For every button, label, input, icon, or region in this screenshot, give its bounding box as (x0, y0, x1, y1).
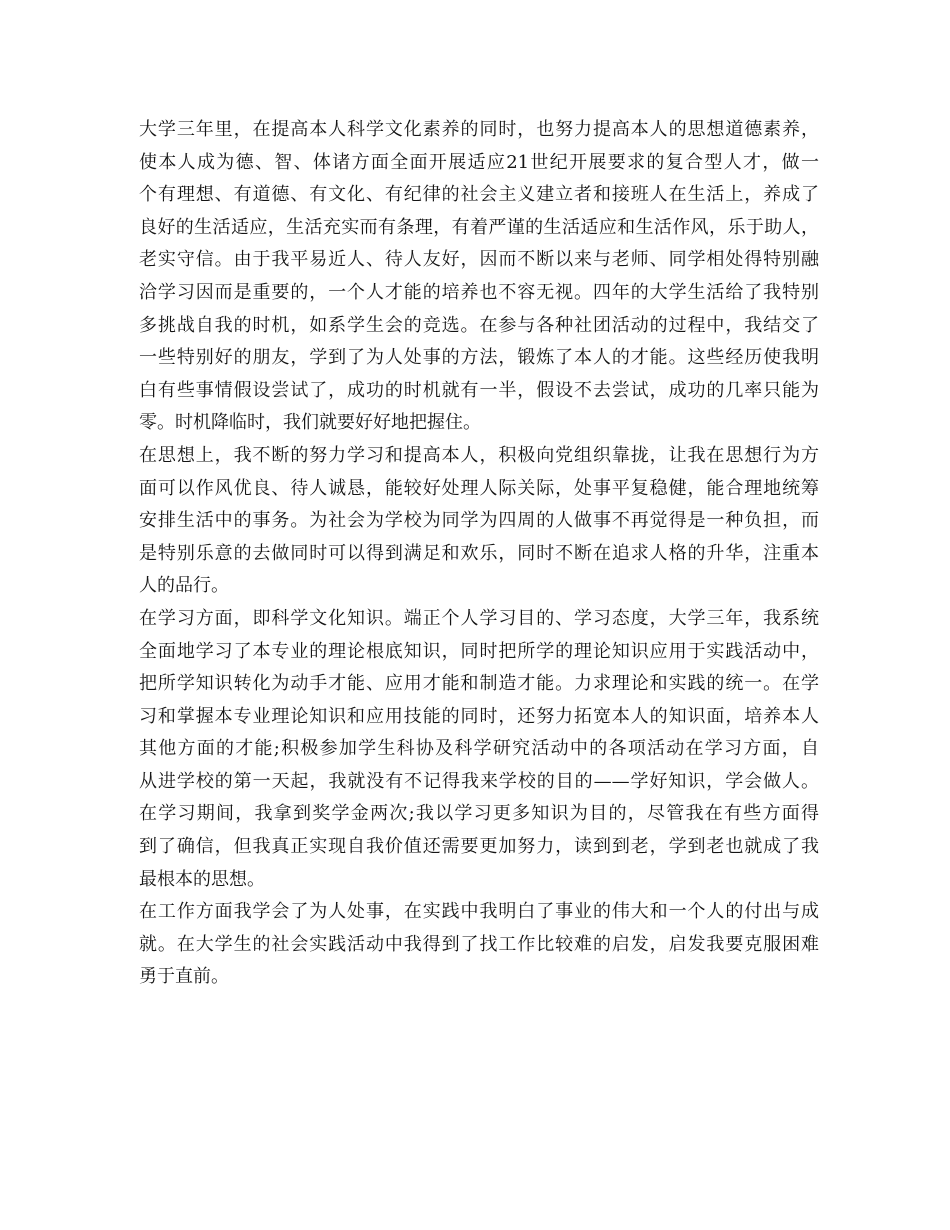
text-line: 勇于直前。 (139, 966, 229, 988)
text-line: 使本人成为德、智、体诸方面全面开展适应21世纪开展要求的复合型人才，做一 (139, 151, 819, 173)
text-line: 把所学知识转化为动手才能、应用才能和制造才能。力求理论和实践的统一。在学 (139, 673, 819, 695)
text-line: 零。时机降临时，我们就要好好地把握住。 (139, 412, 481, 434)
text-line: 良好的生活适应，生活充实而有条理，有着严谨的生活适应和生活作风，乐于助人， (139, 216, 819, 238)
text-line: 在学习期间，我拿到奖学金两次;我以学习更多知识为目的，尽管我在有些方面得 (139, 803, 819, 825)
text-line: 洽学习因而是重要的，一个人才能的培养也不容无视。四年的大学生活给了我特别 (139, 281, 819, 303)
document-body (139, 114, 819, 994)
text-line: 其他方面的才能;积极参加学生科协及科学研究活动中的各项活动在学习方面，自 (139, 738, 819, 760)
text-line: 多挑战自我的时机，如系学生会的竞选。在参与各种社团活动的过程中，我结交了 (139, 314, 819, 336)
text-line: 在工作方面我学会了为人处事，在实践中我明白了事业的伟大和一个人的付出与成 (139, 901, 819, 923)
text-line: 习和掌握本专业理论知识和应用技能的同时，还努力拓宽本人的知识面，培养本人 (139, 705, 819, 727)
text-line: 老实守信。由于我平易近人、待人友好，因而不断以来与老师、同学相处得特别融 (139, 249, 819, 271)
text-line: 安排生活中的事务。为社会为学校为同学为四周的人做事不再觉得是一种负担，而 (139, 510, 819, 532)
text-line: 是特别乐意的去做同时可以得到满足和欢乐，同时不断在追求人格的升华，注重本 (139, 542, 819, 564)
text-line: 一些特别好的朋友，学到了为人处事的方法，锻炼了本人的才能。这些经历使我明 (139, 347, 819, 369)
text-line: 大学三年里，在提高本人科学文化素养的同时，也努力提高本人的思想道德素养， (139, 119, 819, 140)
paragraph-work (139, 896, 819, 994)
text-line: 人的品行。 (139, 575, 229, 597)
text-line: 在学习方面，即科学文化知识。端正个人学习目的、学习态度，大学三年，我系统 (139, 607, 819, 629)
paragraph-ideology (139, 440, 819, 603)
text-line: 个有理想、有道德、有文化、有纪律的社会主义建立者和接班人在生活上，养成了 (139, 184, 819, 206)
text-line: 最根本的思想。 (139, 868, 265, 890)
text-line: 从进学校的第一天起，我就没有不记得我来学校的目的——学好知识，学会做人。 (139, 770, 819, 792)
text-line: 到了确信，但我真正实现自我价值还需要更加努力，读到到老，学到老也就成了我 (139, 836, 819, 858)
paragraph-university-life (139, 114, 819, 440)
text-line: 面可以作风优良、待人诚恳，能较好处理人际关际，处事平复稳健，能合理地统筹 (139, 477, 819, 499)
text-line: 白有些事情假设尝试了，成功的时机就有一半，假设不去尝试，成功的几率只能为 (139, 379, 819, 401)
text-line: 在思想上，我不断的努力学习和提高本人，积极向党组织靠拢，让我在思想行为方 (139, 444, 819, 466)
text-line: 全面地学习了本专业的理论根底知识，同时把所学的理论知识应用于实践活动中， (139, 640, 819, 662)
paragraph-study (139, 603, 819, 896)
text-line: 就。在大学生的社会实践活动中我得到了找工作比较难的启发，启发我要克服困难 (139, 933, 819, 955)
